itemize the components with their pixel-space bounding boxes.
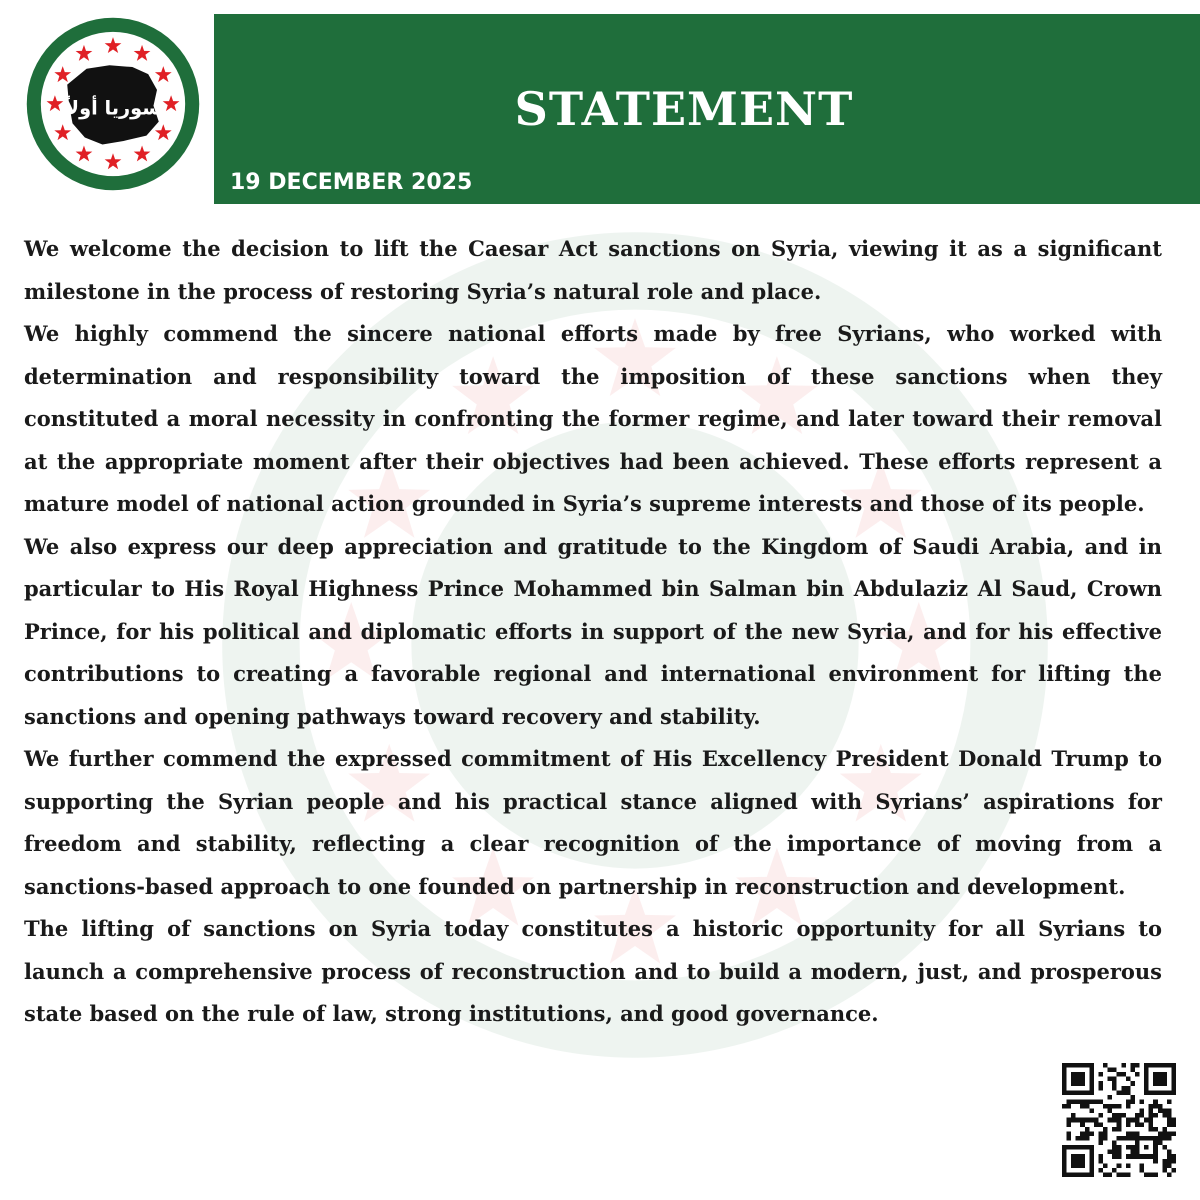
syria-first-logo-icon [25,16,201,192]
statement-paragraph: The lifting of sanctions on Syria today constitutes a historic opportunity for all Syrians to launch a comprehensive process of reconstruction and to build a modern, just, and prosperous state based on the rule of law, strong institutions, and good governance. [24,916,1162,1026]
statement-paragraph: We further commend the expressed commitment of His Excellency President Donald Trump to supporting the Syrian people and his practical stance aligned with Syrians’ aspirations for freedom and stability, reflecting a clear recognition of the importance of moving from a sanctions-based approach to one founded on partnership in reconstruction and development. [24,746,1162,899]
qr-code-icon[interactable] [1062,1063,1176,1177]
page-title: STATEMENT [514,82,854,136]
statement-body [24,228,1162,1036]
statement-date: 19 DECEMBER 2025 [230,170,473,195]
statement-paragraph: We welcome the decision to lift the Caesar Act sanctions on Syria, viewing it as a significant milestone in the process of restoring Syria’s natural role and place. [24,236,1162,304]
statement-paragraph: We also express our deep appreciation and gratitude to the Kingdom of Saudi Arabia, and in particular to His Royal Highness Prince Mohammed bin Salman bin Abdulaziz Al Saud, Crown Prince, for his political and diplomatic efforts in support of the new Syria, and for his effective contributions to creating a favorable regional and international environment for lifting the sanctions and opening pathways toward recovery and stability. [24,533,1162,729]
header-band [214,14,1200,204]
logo-text: سوريا أولاً [64,96,162,120]
statement-paragraph: We highly commend the sincere national efforts made by free Syrians, who worked with determination and responsibility toward the imposition of these sanctions when they constituted a moral necessity in confronting the former regime, and later toward their removal at the appropriate moment after their objectives had been achieved. These efforts represent a mature model of national action grounded in Syria’s supreme interests and those of its people. [24,321,1162,516]
